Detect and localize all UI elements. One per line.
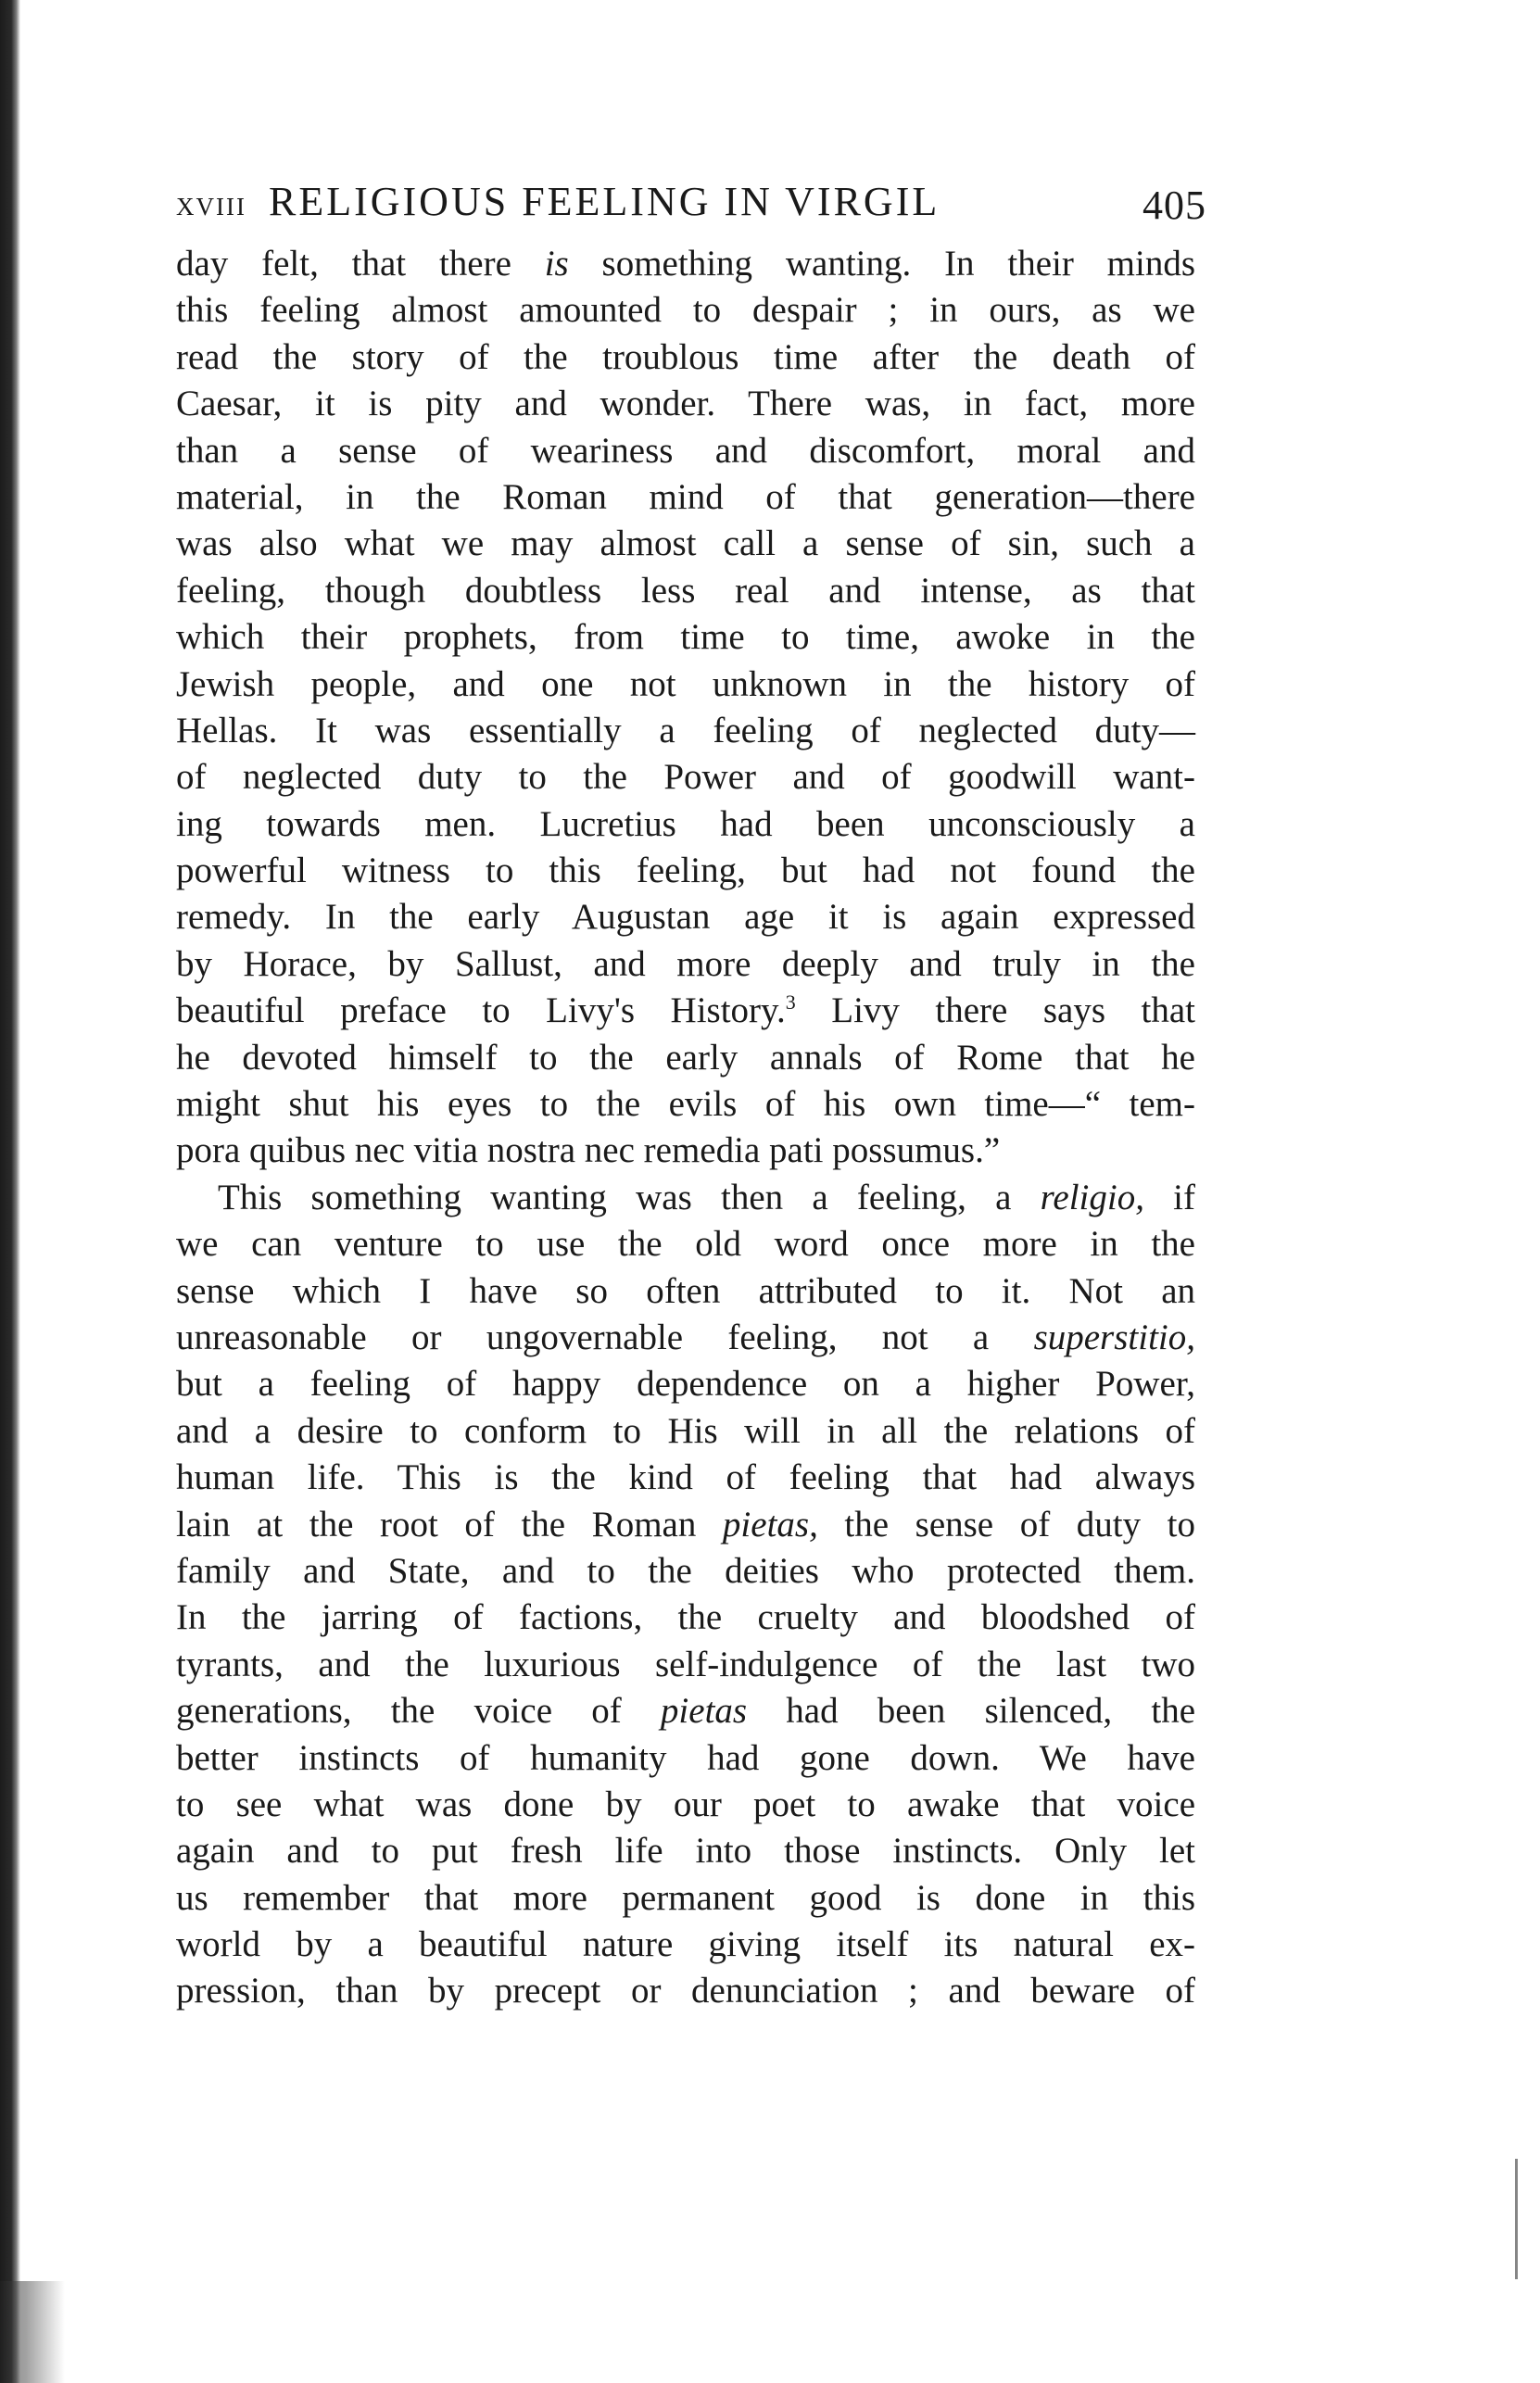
text-line: powerful witness to this feeling, but had not found the — [176, 851, 1195, 891]
text-line: remedy. In the early Augustan age it is again expressed — [176, 897, 1195, 938]
text-line: ing towards men. Lucretius had been unconsciously a — [176, 803, 1195, 844]
text-line: material, in the Roman mind of that generation—there — [176, 476, 1195, 517]
text-line: world by a beautiful nature giving itself its natural ex- — [176, 1924, 1195, 1965]
text-line: feeling, though doubtless less real and intense, as that — [176, 570, 1195, 611]
text-line: unreasonable or ungovernable feeling, not a superstitio, — [176, 1317, 1195, 1357]
text-line: sense which I have so often attributed to it. Not an — [176, 1270, 1195, 1311]
text-line: by Horace, by Sallust, and more deeply and truly in the — [176, 943, 1195, 984]
text-line: was also what we may almost call a sense of sin, such a — [176, 523, 1195, 564]
scan-binding-edge — [0, 0, 20, 2383]
text-line: might shut his eyes to the evils of his own time—“ tem- — [176, 1084, 1195, 1125]
footnote-marker: 3 — [785, 990, 796, 1015]
running-title: RELIGIOUS FEELING IN VIRGIL — [269, 179, 940, 224]
text-line: In the jarring of factions, the cruelty and bloodshed of — [176, 1597, 1195, 1638]
text-line: human life. This is the kind of feeling that had always — [176, 1457, 1195, 1498]
text-line: beautiful preface to Livy's History.$^3$ Livy there says that — [176, 990, 1195, 1031]
text-line: Hellas. It was essentially a feeling of neglected duty— — [176, 710, 1195, 750]
text-line: family and State, and to the deities who protected them. — [176, 1550, 1195, 1591]
text-line: lain at the root of the Roman pietas, the sense of duty to — [176, 1504, 1195, 1545]
text-line: pression, than by precept or denunciation ; and beware of — [176, 1971, 1195, 2011]
chapter-number: XVIII — [176, 193, 246, 221]
running-head — [176, 176, 1206, 241]
text-line: better instincts of humanity had gone down. We have — [176, 1737, 1195, 1778]
text-line: to see what was done by our poet to awake that voice — [176, 1784, 1195, 1824]
text-line: and a desire to conform to His will in all the relations of — [176, 1410, 1195, 1451]
text-line: again and to put fresh life into those instincts. Only let — [176, 1831, 1195, 1872]
text-line: which their prophets, from time to time, awoke in the — [176, 617, 1195, 658]
text-line: This something wanting was then a feeling, a religio, if — [218, 1177, 1196, 1217]
text-line: we can venture to use the old word once more in the — [176, 1224, 1195, 1265]
text-line: us remember that more permanent good is done in this — [176, 1877, 1195, 1918]
text-line: this feeling almost amounted to despair ; in ours, as we — [176, 290, 1195, 331]
text-line: Jewish people, and one not unknown in the history of — [176, 663, 1195, 704]
text-line: read the story of the troublous time after the death of — [176, 336, 1195, 377]
page-number: 405 — [1142, 183, 1206, 228]
text-line: than a sense of weariness and discomfort, moral and — [176, 430, 1195, 471]
text-line: he devoted himself to the early annals of Rome that he — [176, 1037, 1195, 1078]
text-line: of neglected duty to the Power and of goodwill want- — [176, 757, 1195, 798]
text-line: but a feeling of happy dependence on a higher Power, — [176, 1364, 1195, 1405]
body-text — [176, 241, 1195, 2015]
text-line: pora quibus nec vitia nostra nec remedia pati possumus.” — [176, 1130, 1001, 1171]
text-line: Caesar, it is pity and wonder. There was, in fact, more — [176, 384, 1195, 424]
book-page — [176, 176, 1206, 2015]
scan-corner-shadow — [0, 2281, 65, 2383]
text-line: day felt, that there is something wanting. In their minds — [176, 244, 1195, 284]
text-line: generations, the voice of pietas had been silenced, the — [176, 1691, 1196, 1732]
scan-margin-mark — [1515, 2159, 1525, 2279]
text-line: tyrants, and the luxurious self-indulgence of the last two — [176, 1644, 1195, 1684]
